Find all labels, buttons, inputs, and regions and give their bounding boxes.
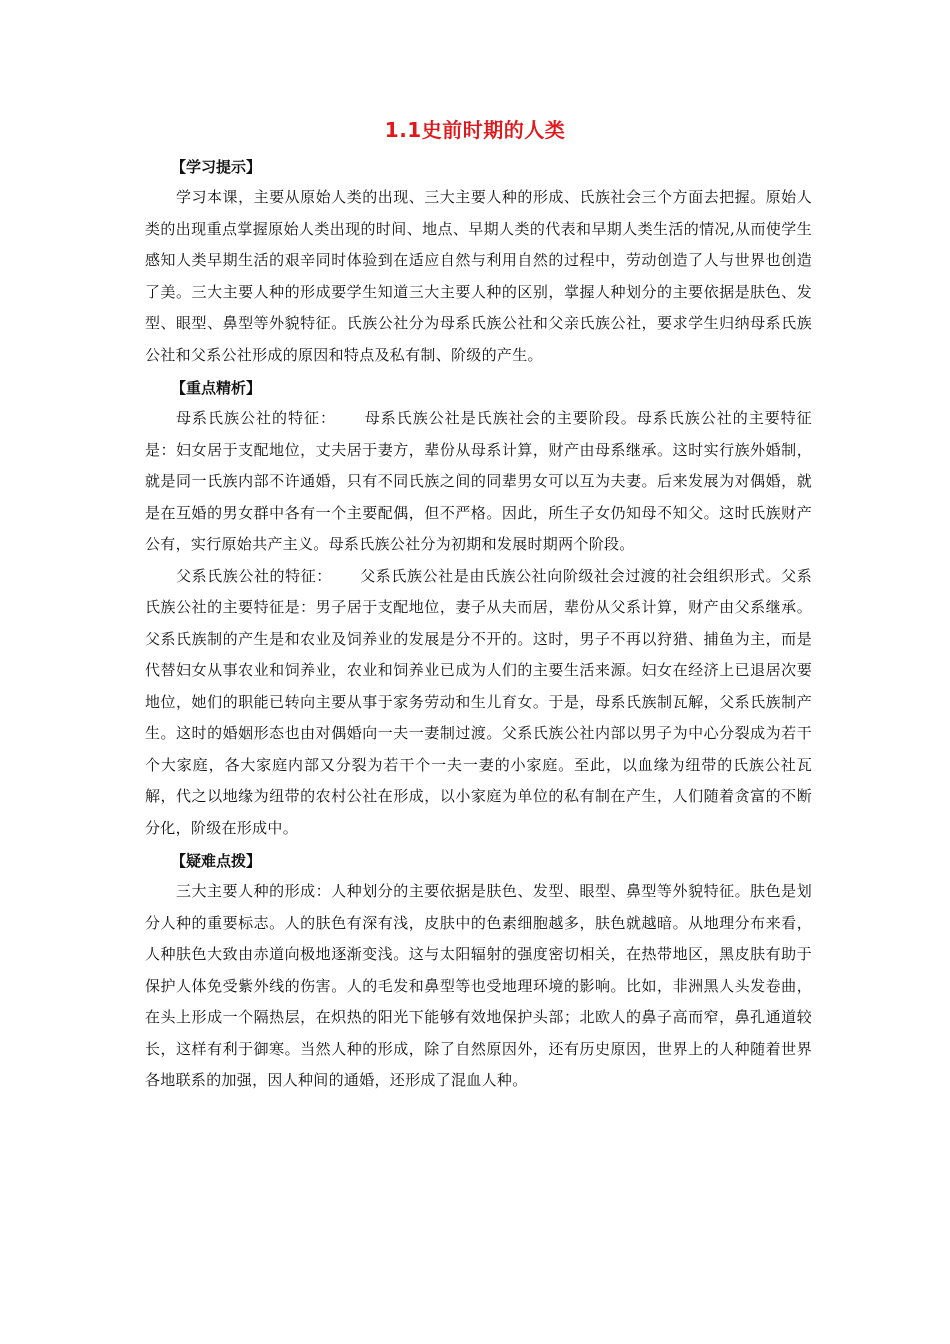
paragraph-races: 三大主要人种的形成：人种划分的主要依据是肤色、发型、眼型、鼻型等外貌特征。肤色是划分人种的重要标志。人的肤色有深有浅，皮肤中的色素细胞越多，肤色就越暗。从地理分布来看，人种肤色大致由赤道向极地逐渐变浅。这与太阳辐射的强度密切相关，在热带地区，黑皮肤有助于保护人体免受紫外线的伤害。人的毛发和鼻型等也受地理环境的影响。比如，非洲黑人头发卷曲，在头上形成一个隔热层，在炽热的阳光下能够有效地保护头部；北欧人的鼻子高而窄，鼻孔通道较长，这样有利于御寒。当然人种的形成，除了自然原因外，还有历史原因，世界上的人种随着世界各地联系的加强，因人种间的通婚，还形成了混血人种。 <box>145 882 812 1089</box>
patrilineal-label: 父系氏族公社的特征： <box>176 566 332 585</box>
matrilineal-label: 母系氏族公社的特征： <box>176 409 336 427</box>
matrilineal-text: 母系氏族公社是氏族社会的主要阶段。母系氏族公社的主要特征是：妇女居于支配地位，丈夫居于妻方，辈份从母系计算，财产由母系继承。这时实行族外婚制，就是同一氏族内部不许通婚，只有不同氏族之间的同辈男女可以互为夫妻。后来发展为对偶婚，就是在互婚的男女群中各有一个主要配偶，但不严格。因此，所生子女仍知母不知父。这时氏族财产公有，实行原始共产主义。母系氏族公社分为初期和发展时期两个阶段。 <box>145 409 812 553</box>
patrilineal-text: 父系氏族公社是由氏族公社向阶级社会过渡的社会组织形式。父系氏族公社的主要特征是：男子居于支配地位，妻子从夫而居，辈份从父系计算，财产由父系继承。父系氏族制的产生是和农业及饲养业的发展是分不开的。这时，男子不再以狩猎、捕鱼为主，而是代替妇女从事农业和饲养业，农业和饲养业已成为人们的主要生活来源。妇女在经济上已退居次要地位，她们的职能已转向主要从事于家务劳动和生儿育女。于是，母系氏族制瓦解，父系氏族制产生。这时的婚姻形态也由对偶婚向一夫一妻制过渡。父系氏族公社内部以男子为中心分裂成为若干个大家庭，各大家庭内部又分裂为若干个一夫一妻的小家庭。至此，以血缘为纽带的氏族公社瓦解，代之以地缘为纽带的农村公社在形成，以小家庭为单位的私有制在产生，人们随着贪富的不断分化，阶级在形成中。 <box>145 566 812 837</box>
section-heading-study-tips: 【学习提示】 <box>171 158 262 176</box>
paragraph-matrilineal <box>145 403 812 561</box>
section-heading-key-analysis: 【重点精析】 <box>171 379 262 397</box>
paragraph-patrilineal <box>145 561 812 845</box>
document-body <box>145 150 812 1097</box>
section-heading-difficulties: 【疑难点拨】 <box>171 852 262 870</box>
paragraph-study-tips: 学习本课，主要从原始人类的出现、三大主要人种的形成、氏族社会三个方面去把握。原始人类的出现重点掌握原始人类出现的时间、地点、早期人类的代表和早期人类生活的情况,从而使学生感知人类早期生活的艰辛同时体验到在适应自然与利用自然的过程中，劳动创造了人与世界也创造了美。三大主要人种的形成要学生知道三大主要人种的区别，掌握人种划分的主要依据是肤色、发型、眼型、鼻型等外貌特征。氏族公社分为母系氏族公社和父亲氏族公社，要求学生归纳母系氏族公社和父系公社形成的原因和特点及私有制、阶级的产生。 <box>145 188 812 364</box>
page-title: 1.1史前时期的人类 <box>384 118 566 142</box>
